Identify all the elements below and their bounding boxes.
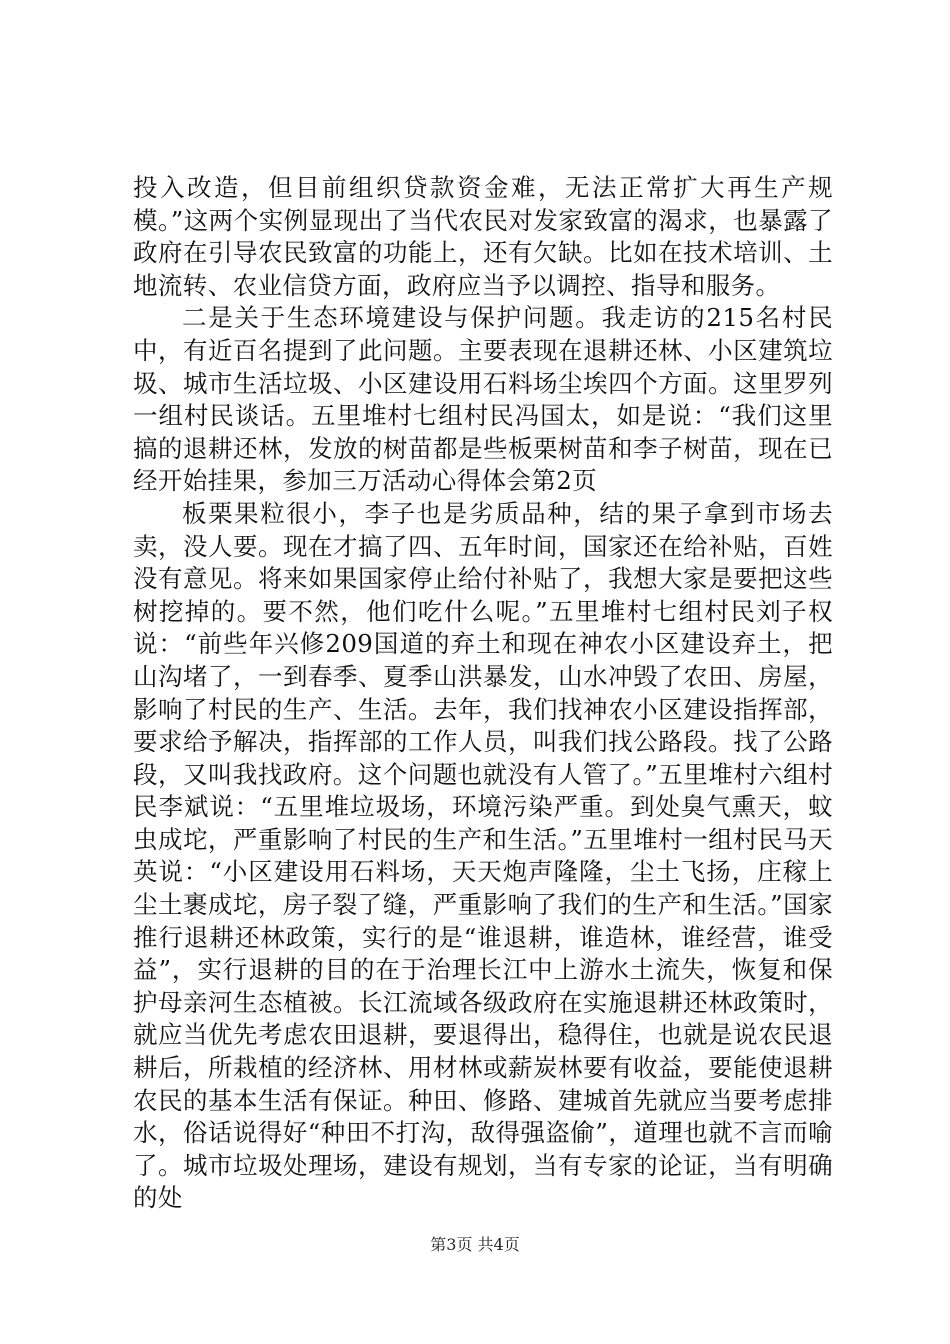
document-body: [133, 172, 833, 1215]
page-footer: [0, 1235, 950, 1255]
paragraph: 投入改造，但目前组织贷款资金难，无法正常扩大再生产规模。”这两个实例显现出了当代农民对发家致富的渴求，也暴露了政府在引导农民致富的功能上，还有欠缺。比如在技术培训、土地流转、农业信贷方面，政府应当予以调控、指导和服务。: [133, 173, 833, 300]
page-number-label: 第3页 共4页: [430, 1235, 520, 1254]
paragraph: 板栗果粒很小，李子也是劣质品种，结的果子拿到市场去卖，没人要。现在才搞了四、五年时间，国家还在给补贴，百姓没有意见。将来如果国家停止给付补贴了，我想大家是要把这些树挖掉的。要不然，他们吃什么呢。”五里堆村七组村民刘子权说：“前些年兴修209国道的弃土和现在神农小区建设弃土，把山沟堵了，一到春季、夏季山洪暴发，山水冲毁了农田、房屋，影响了村民的生产、生活。去年，我们找神农小区建设指挥部，要求给予解决，指挥部的工作人员，叫我们找公路段。找了公路段，又叫我找政府。这个问题也就没有人管了。”五里堆村六组村民李斌说：“五里堆垃圾场，环境污染严重。到处臭气熏天，蚊虫成坨，严重影响了村民的生产和生活。”五里堆村一组村民马天英说：“小区建设用石料场，天天炮声隆隆，尘土飞扬，庄稼上尘土裹成坨，房子裂了缝，严重影响了我们的生产和生活。”国家推行退耕还林政策，实行的是“谁退耕，谁造林，谁经营，谁受益”，实行退耕的目的在于治理长江中上游水土流失，恢复和保护母亲河生态植被。长江流域各级政府在实施退耕还林政策时，就应当优先考虑农田退耕，要退得出，稳得住，也就是说农民退耕后，所栽植的经济林、用材林或薪炭林要有收益，要能使退耕农民的基本生活有保证。种田、修路、建城首先就应当要考虑排水，俗话说得好“种田不打沟，敌得强盗偷”，道理也就不言而喻了。城市垃圾处理场，建设有规划，当有专家的论证，当有明确的处: [133, 498, 833, 1213]
paragraph: 二是关于生态环境建设与保护问题。我走访的215名村民中，有近百名提到了此问题。主要表现在退耕还林、小区建筑垃圾、城市生活垃圾、小区建设用石料场尘埃四个方面。这里罗列一组村民谈话。五里堆村七组村民冯国太，如是说：“我们这里搞的退耕还林，发放的树苗都是些板栗树苗和李子树苗，现在已经开始挂果，参加三万活动心得体会第2页: [133, 303, 833, 496]
